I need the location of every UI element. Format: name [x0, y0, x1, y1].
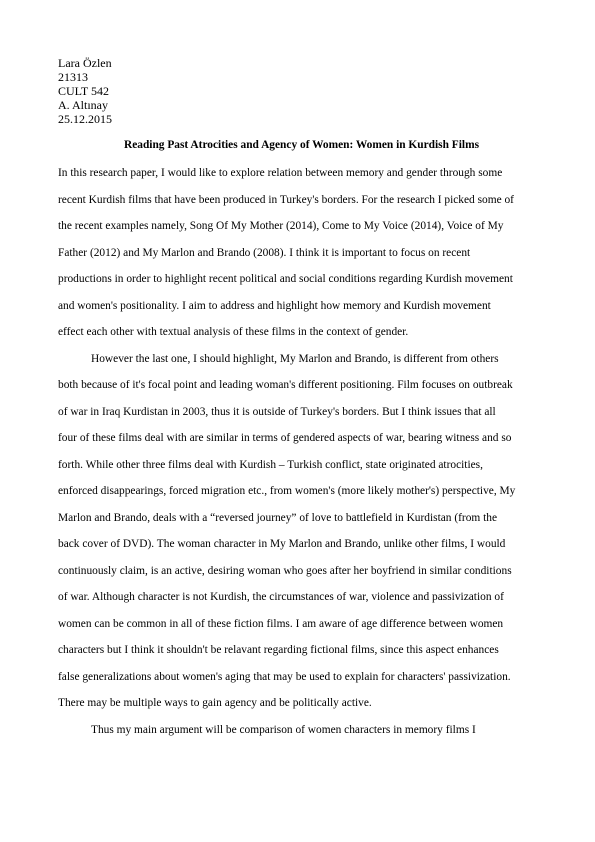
body-line: the recent examples namely, Song Of My Mother (2014), Come to My Voice (2014), Voice of My — [58, 220, 504, 232]
body-line: productions in order to highlight recent political and social conditions regarding Kurdish movement — [58, 273, 513, 285]
body-line: enforced disappearings, forced migration etc., from women's (more likely mother's) perspective, My — [58, 485, 516, 497]
body-line: In this research paper, I would like to explore relation between memory and gender through some — [58, 167, 503, 179]
date: 25.12.2015 — [58, 112, 112, 126]
body-line: recent Kurdish films that have been produced in Turkey's borders. For the research I picked some of — [58, 193, 514, 206]
body-line: However the last one, I should highlight, My Marlon and Brando, is different from others — [91, 352, 499, 365]
body-line: continuously claim, is an active, desiring woman who goes after her boyfriend in similar conditions — [58, 564, 512, 577]
instructor-name: A. Altınay — [58, 98, 108, 112]
body-line: Thus my main argument will be comparison of women characters in memory films I — [91, 723, 476, 736]
body-line: Marlon and Brando, deals with a “reversed journey” of love to battlefield in Kurdistan (from the — [58, 511, 498, 524]
body-line: of war in Iraq Kurdistan in 2003, thus it is outside of Turkey's borders. But I think issues that all — [58, 405, 496, 418]
body-line: There may be multiple ways to gain agency and be politically active. — [58, 697, 372, 709]
student-id: 21313 — [58, 70, 88, 84]
course-code: CULT 542 — [58, 84, 110, 98]
header-block — [58, 56, 112, 126]
body-line: and women's positionality. I aim to address and highlight how memory and Kurdish movement — [58, 299, 491, 312]
body-line: back cover of DVD). The woman character in My Marlon and Brando, unlike other films, I would — [58, 538, 506, 550]
body-line: characters but I think it shouldn't be relavant regarding fictional films, since this aspect enhances — [58, 644, 499, 656]
body-line: both because of it's focal point and leading woman's different positioning. Film focuses on outbreak — [58, 379, 513, 391]
body-text — [58, 163, 540, 746]
body-line: of war. Although character is not Kurdish, the circumstances of war, violence and passivization of — [58, 591, 504, 603]
body-line: Father (2012) and My Marlon and Brando (2008). I think it is important to focus on recent — [58, 246, 471, 259]
body-line: four of these films deal with are similar in terms of gendered aspects of war, bearing witness and so — [58, 432, 512, 444]
body-line: false generalizations about women's aging that may be used to explain for characters' passivization. — [58, 670, 511, 683]
author-name: Lara Özlen — [58, 56, 112, 70]
body-line: women can be common in all of these fiction films. I am aware of age difference between women — [58, 617, 504, 630]
body-line: forth. While other three films deal with Kurdish – Turkish conflict, state originated atrocities, — [58, 458, 483, 471]
paper-title: Reading Past Atrocities and Agency of Women: Women in Kurdish Films — [123, 139, 480, 151]
body-line: effect each other with textual analysis of these films in the context of gender. — [58, 326, 409, 338]
